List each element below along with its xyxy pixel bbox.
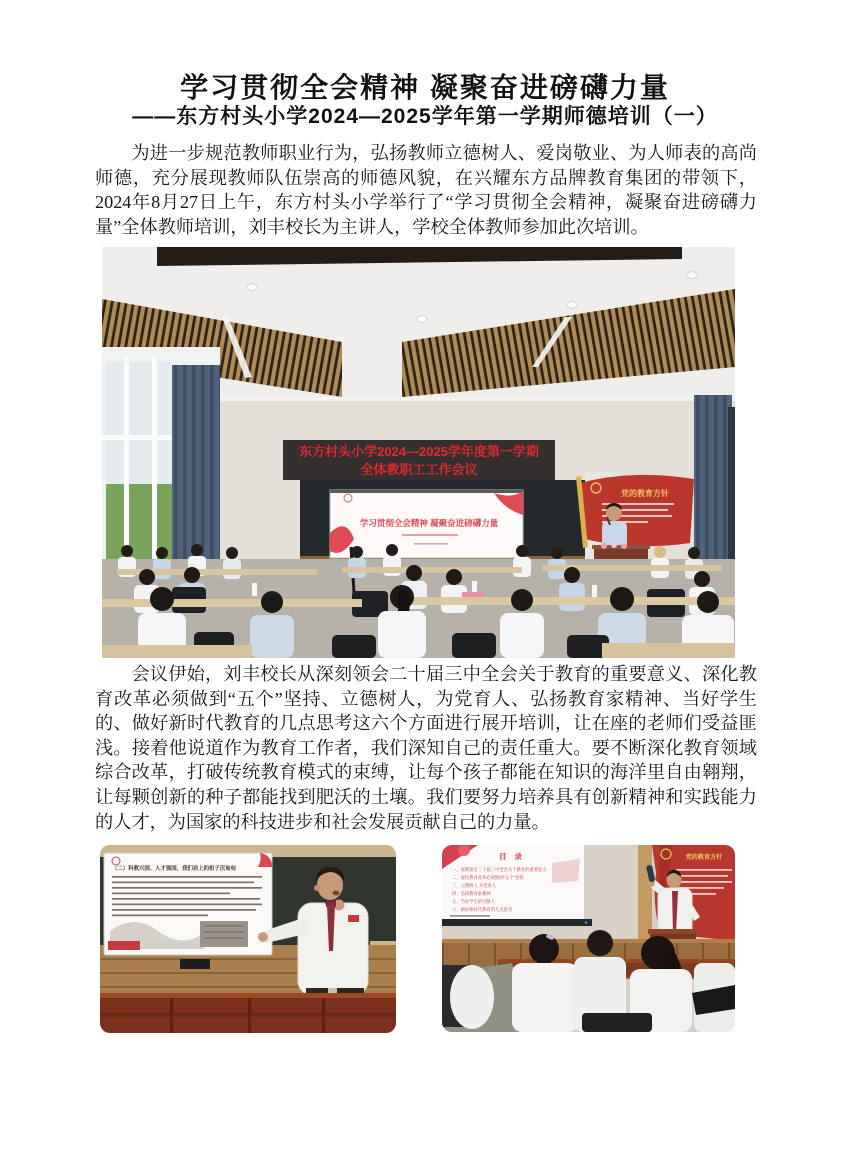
agenda-item-6: 六、做好新时代教育的几点思考: [452, 907, 513, 912]
slide-heading-text: （二）科教兴国、人才强国，我们肩上的担子沉甸甸: [112, 866, 236, 872]
podium-desk: [100, 993, 396, 1033]
agenda-title: 目 录: [498, 852, 526, 861]
agenda-item-3: 三、立德树人 为党育人: [452, 883, 497, 888]
led-banner: [283, 440, 555, 480]
agenda-item-5: 五、当好学生的引路人: [452, 899, 495, 904]
agenda-item-1: 一、深刻领会二十届三中全会关于教育的重要意义: [452, 867, 547, 872]
party-wall-banner-text: 党的教育方针: [685, 854, 723, 861]
photo-meeting-hall: [102, 247, 735, 658]
agenda-item-2: 二、深化教育改革必须做到“五个”坚持: [452, 875, 524, 880]
speaker-closeup-scene: [100, 845, 396, 1033]
paragraph-1: 为进一步规范教师职业行为，弘扬教师立德树人、爱岗敬业、为人师表的高尚师德，充分展现教师队伍崇高的师德风貌，在兴耀东方品牌教育集团的带领下，2024年8月27日上午，东方村头小学举行了“学习贯彻全会精神，凝聚奋进磅礴力量”全体教师培训，刘丰校长为主讲人，学校全体教师参加此次培训。: [95, 143, 757, 237]
slide-flag-watermark: [552, 859, 580, 883]
presentation-display: [104, 853, 272, 955]
agenda-item-4: 四、弘扬教育家精神: [452, 891, 491, 896]
meeting-hall-scene: [102, 247, 735, 658]
photo-audience-view: [442, 845, 735, 1032]
led-banner-line1: 东方村头小学2024—2025学年度第一学期: [299, 444, 539, 459]
audience-view-scene: [442, 845, 735, 1032]
slide-title-text: 学习贯彻全会精神 凝聚奋进磅礴力量: [359, 518, 499, 528]
pointing-hand: [258, 932, 268, 942]
party-wall-banner-text: 党的教育方针: [621, 489, 669, 498]
paragraph-2: 会议伊始，刘丰校长从深刻领会二十届三中全会关于教育的重要意义、深化教育改革必须做到“五个”坚持、立德树人，为党育人、弘扬教育家精神、当好学生的、做好新时代教育的几点思考这六个方面进行展开培训，让在座的老师们受益匪浅。接着他说道作为教育工作者，我们深知自己的责任重大。要不断深化教育领域综合改革，打破传统教育模式的束缚，让每个孩子都能在知识的海洋里自由翱翔，让每颗创新的种子都能找到肥沃的土壤。我们要努力培养具有创新精神和实践能力的人才，为国家的科技进步和社会发展贡献自己的力量。: [95, 664, 757, 832]
agenda-screen: [442, 845, 592, 926]
article-title: 学习贯彻全会精神 凝聚奋进磅礴力量: [180, 72, 670, 103]
led-banner-line2: 全体教职工工作会议: [360, 462, 478, 477]
article-subtitle: ——东方村头小学2024—2025学年第一学期师德培训（一）: [132, 105, 718, 128]
chair-back: [582, 1013, 652, 1032]
badge: [348, 915, 359, 922]
photo-speaker-closeup: [100, 845, 396, 1033]
slide-building-art: [200, 921, 248, 947]
chalk-tray: [370, 941, 396, 945]
av-control-box: [180, 959, 210, 969]
